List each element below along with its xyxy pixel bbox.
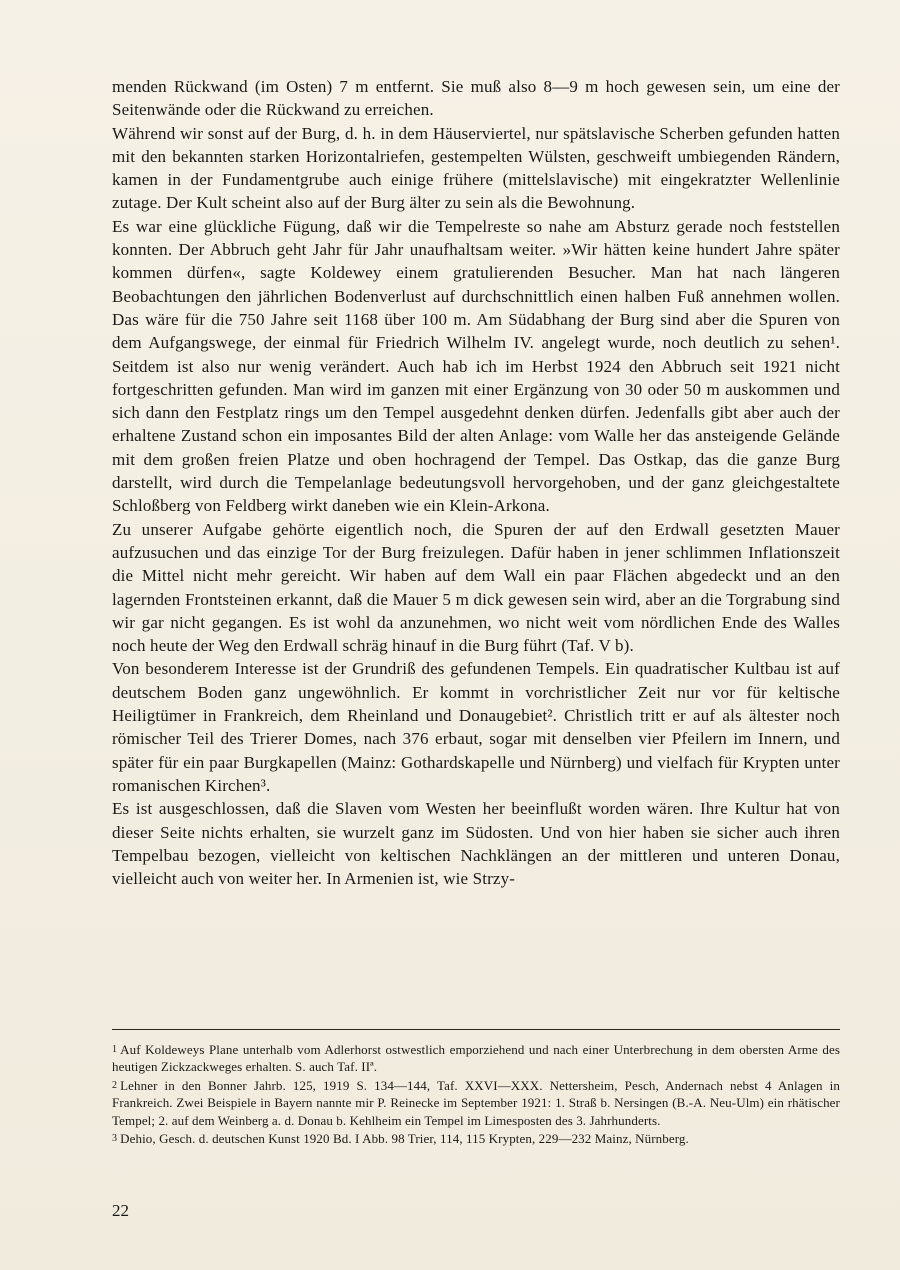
footnote — [112, 1041, 840, 1076]
footnote — [112, 1130, 840, 1147]
footnote-divider — [112, 1029, 840, 1030]
main-text — [112, 75, 840, 890]
footnote-number: 1 — [112, 1044, 118, 1055]
paragraph-ground-plan: Von besonderem Interesse ist der Grundriß des gefundenen Tempels. Ein quadratischer Kultbau ist auf deutschem Boden ganz ungewöhnlich. Er kommt in vorchristlicher Zeit nur vor für keltische Heiligtümer in Frankreich, dem Rheinland und Donaugebiet². Christlich tritt er auf als ältester noch römischer Teil des Trierer Domes, nach 376 erbaut, sogar mit denselben vier Pfeilern im Innern, und später für ein paar Burgkapellen (Mainz: Gothardskapelle und Nürnberg) und vielfach für Krypten unter romanischen Kirchen³. — [112, 659, 840, 795]
footnote-text: Dehio, Gesch. d. deutschen Kunst 1920 Bd. I Abb. 98 Trier, 114, 115 Krypten, 229—232 Mainz, Nürnberg. — [120, 1131, 689, 1147]
page-number: 22 — [112, 1201, 129, 1220]
footnote-number: 2 — [112, 1079, 118, 1091]
footnote-text: Lehner in den Bonner Jahrb. 125, 1919 S. 134—144, Taf. XXVI—XXX. Nettersheim, Pesch, Andernach nebst 4 Anlagen in Frankreich. Zwei Beispiele in Bayern nannte mir P. Reinecke im September 1921: 1. Straß b. Nersingen (B.-A. Neu-Ulm) ein rhätischer Tempel; 2. auf dem Weinberg a. d. Donau b. Kehlheim ein Tempel im Limesposten des 3. Jahrhunderts. — [112, 1077, 840, 1128]
footnote-text: Auf Koldeweys Plane unterhalb vom Adlerhorst ostwestlich emporziehend und nach einer Unterbrechung in dem obersten Arme des heutigen Zickzackweges erhalten. S. auch Taf. IIª. — [112, 1042, 840, 1075]
footnote — [112, 1077, 840, 1129]
paragraph-slavic-origin: Es ist ausgeschlossen, daß die Slaven vom Westen her beeinflußt worden wären. Ihre Kultur hat von dieser Seite nichts erhalten, sie wurzelt ganz im Südosten. Und von hier haben sie sicher auch ihren Tempelbau bezogen, vielleicht von keltischen Nachklängen an der mittleren und unteren Donau, vielleicht auch von weiter her. In Armenien ist, wie Strzy- — [112, 799, 840, 889]
paragraph-continuation: menden Rückwand (im Osten) 7 m entfernt. Sie muß also 8—9 m hoch gewesen sein, um eine der Seitenwände oder die Rückwand zu erreichen. — [112, 77, 840, 120]
paragraph-wall-and-gate: Zu unserer Aufgabe gehörte eigentlich noch, die Spuren der auf den Erdwall gesetzten Mauer aufzusuchen und das einzige Tor der Burg freizulegen. Dafür haben in jener schlimmen Inflationszeit die Mittel nicht mehr gereicht. Wir haben auf dem Wall ein paar Flächen abgedeckt und an den lagernden Frontsteinen erkannt, daß die Mauer 5 m dick gewesen sein wird, aber an die Torgrabung sind wir gar nicht gegangen. Es ist wohl da anzunehmen, wo nicht weit vom nördlichen Ende des Walles noch heute der Weg den Erdwall schräg hinauf in die Burg führt (Taf. V b). — [112, 519, 840, 656]
paragraph-pottery-finds: Während wir sonst auf der Burg, d. h. in dem Häuserviertel, nur spätslavische Scherben gefunden hatten mit den bekannten starken Horizontalriefen, gestempelten Wülsten, geschweift umbiegenden Rändern, kamen in der Fundamentgrube auch einige frühere (mittelslavische) mit eingekratzter Wellenlinie zutage. Der Kult scheint also auf der Burg älter zu sein als die Bewohnung. — [112, 123, 840, 213]
footnote-number: 3 — [112, 1133, 118, 1145]
paragraph-temple-remains: Es war eine glückliche Fügung, daß wir die Tempelreste so nahe am Absturz gerade noch feststellen konnten. Der Abbruch geht Jahr für Jahr unaufhaltsam weiter. »Wir hätten keine hundert Jahre später kommen dürfen«, sagte Koldewey einem gratulierenden Besucher. Man hat nach längeren Beobachtungen den jährlichen Bodenverlust auf durchschnittlich einen halben Fuß annehmen wollen. Das wäre für die 750 Jahre seit 1168 über 100 m. Am Südabhang der Burg sind aber die Spuren von dem Aufgangswege, der einmal für Friedrich Wilhelm IV. angelegt wurde, noch deutlich zu sehen¹. Seitdem ist also nur wenig verändert. Auch hab ich im Herbst 1924 den Abbruch seit 1921 nicht fortgeschritten gefunden. Man wird im ganzen mit einer Ergänzung von 30 oder 50 m auskommen und sich dann den Festplatz rings um den Tempel ausgedehnt denken dürfen. Jedenfalls gibt aber auch der erhaltene Zustand schon ein imposantes Bild der alten Anlage: vom Walle her das ansteigende Gelände mit dem großen freien Platze und oben hochragend der Tempel. Das Ostkap, das die ganze Burg darstellt, wird durch die Tempelanlage bedeutungsvoll hervorgehoben, und der ganz gleichgestaltete Schloßberg von Feldberg wirkt daneben wie ein Klein-Arkona. — [112, 216, 840, 516]
footnotes — [112, 1041, 840, 1148]
